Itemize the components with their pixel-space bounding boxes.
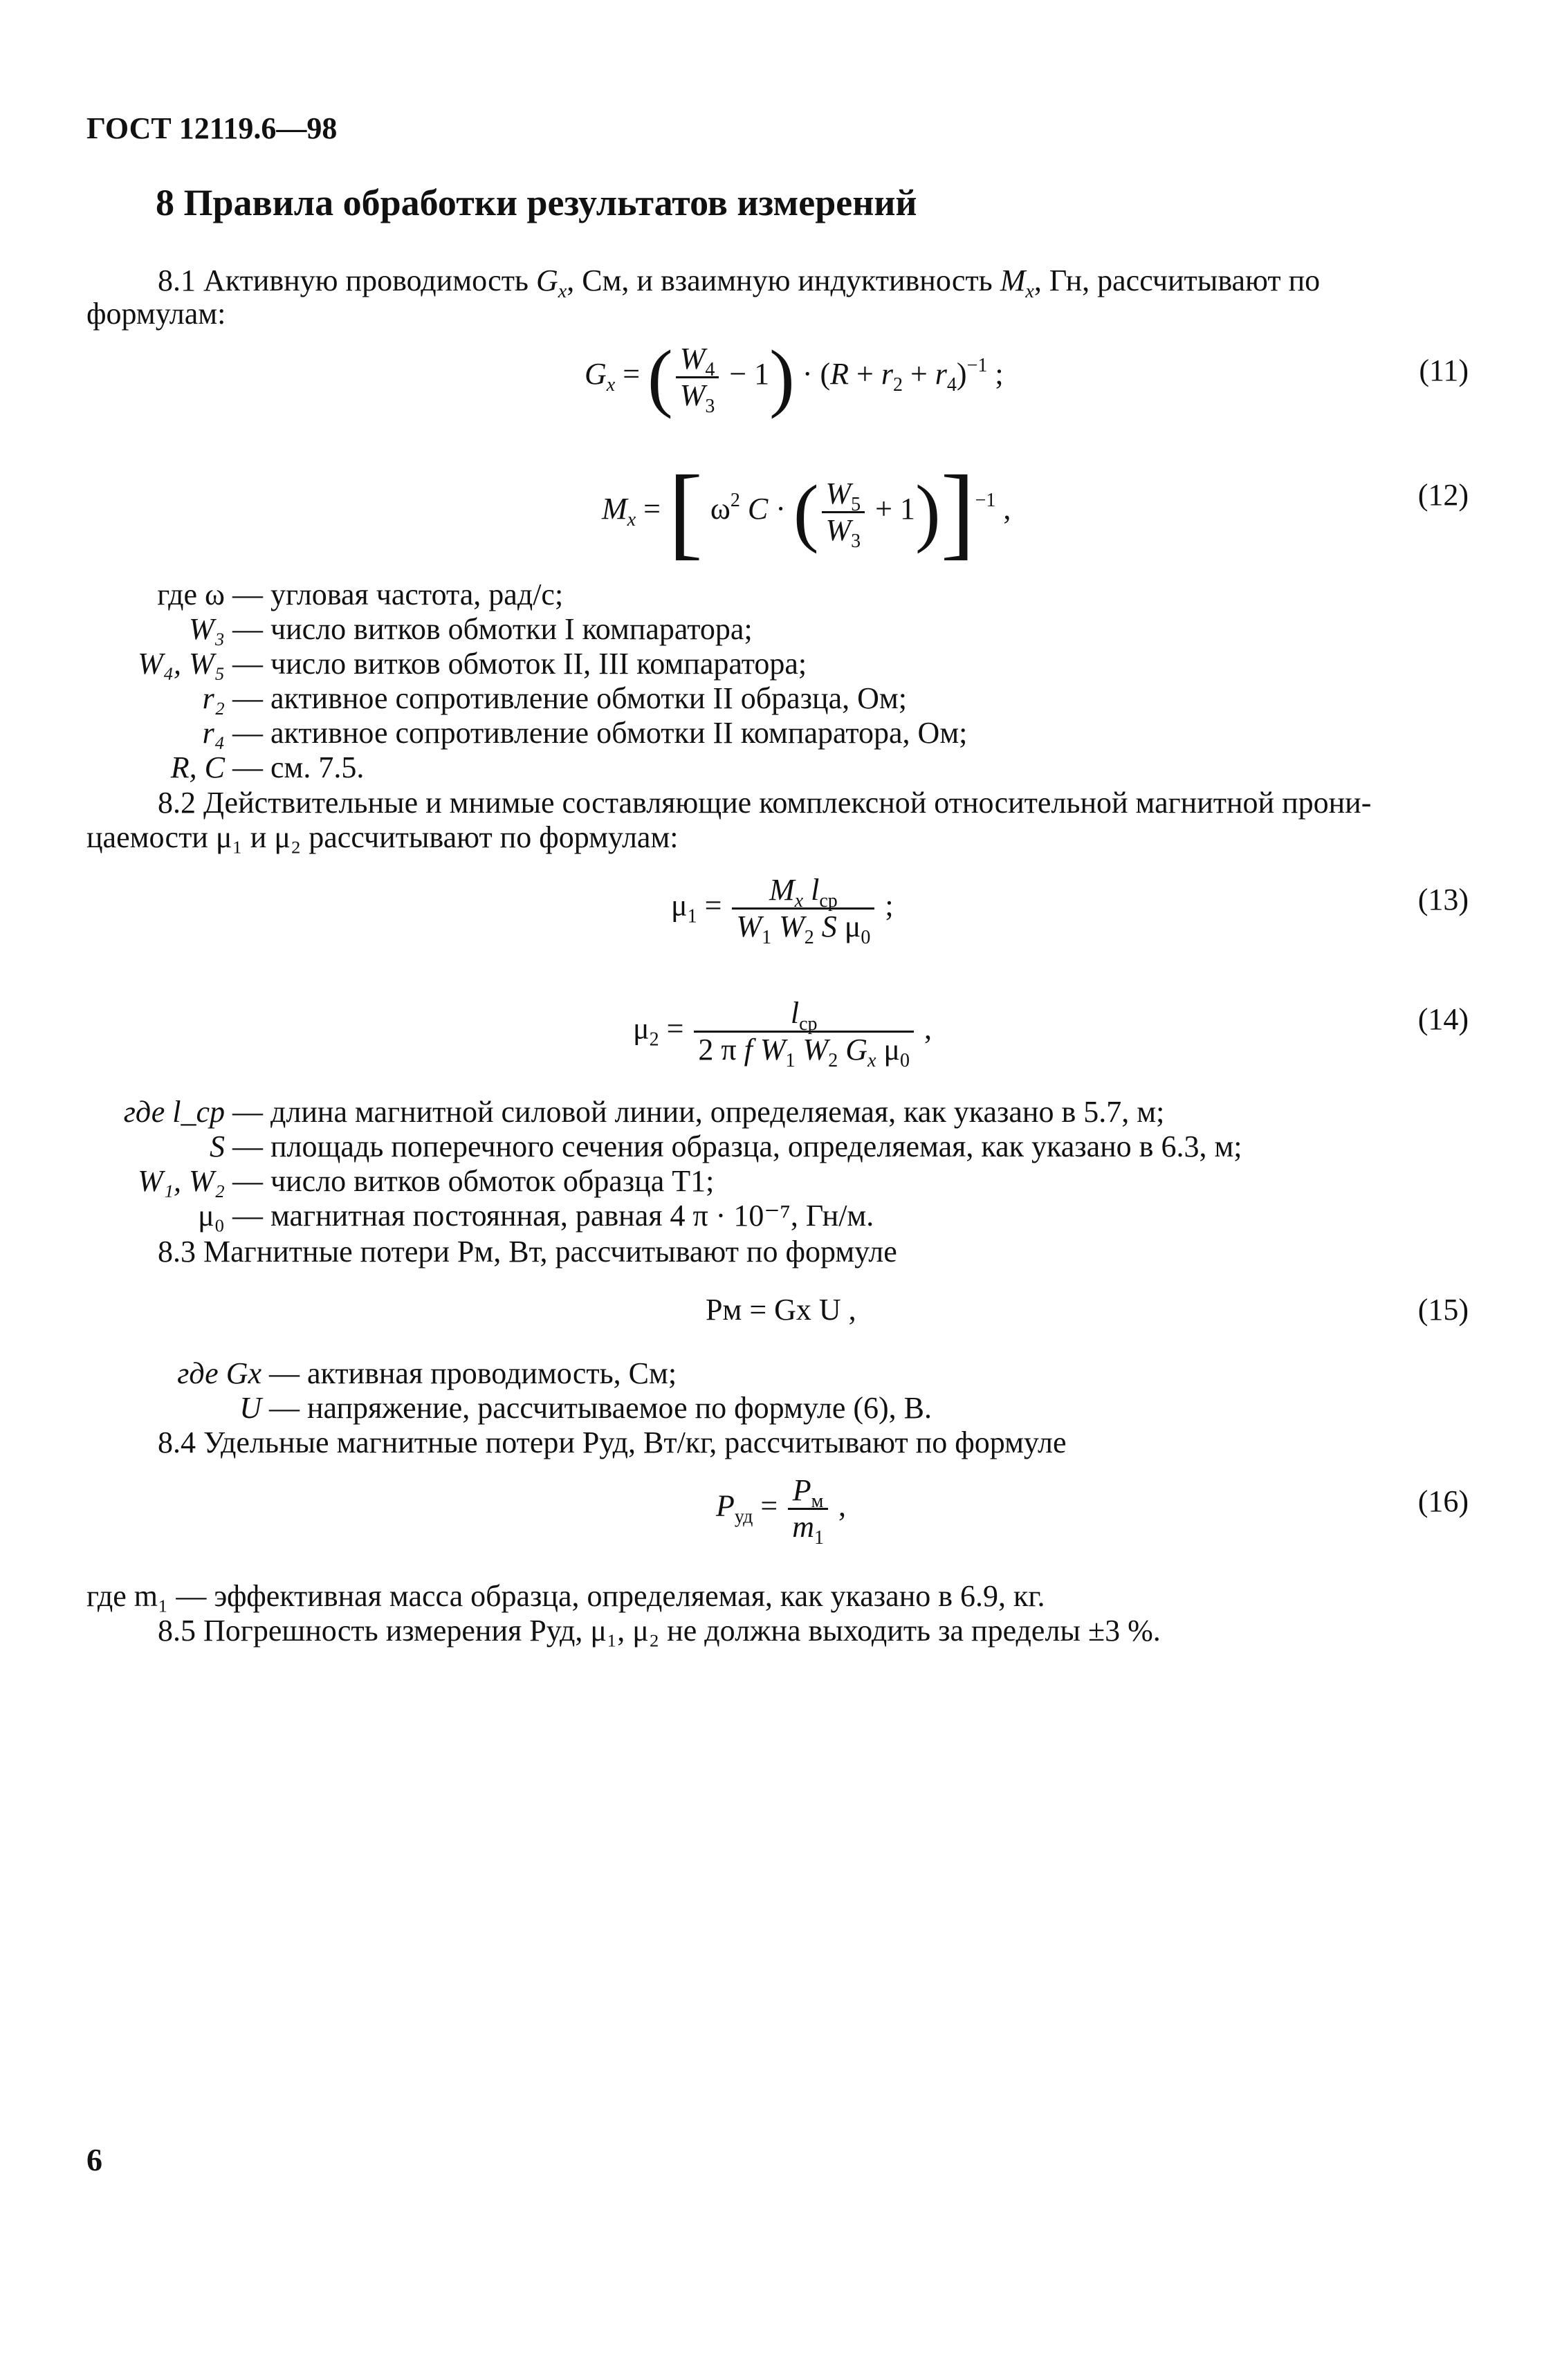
- formula-11: $G_x$ = ( $\frac{W_4}{W_3}$ − $1) \cdot (R + r_2 + r_4)^{-1}$ ;: [585, 335, 1004, 419]
- def-sym: r₂: [202, 681, 225, 715]
- def-m1: где m₁ — эффективная масса образца, определяемая, как указано в 6.9, кг.: [86, 1579, 1045, 1613]
- def-text: — магнитная постоянная, равная 4 π · 10⁻⁷, Гн/м.: [232, 1199, 874, 1233]
- def-sym: W₃: [189, 612, 225, 646]
- p85: 8.5 Погрешность измерения Pуд, μ₁, μ₂ не должна выходить за пределы ±3 %.: [158, 1614, 1161, 1648]
- def-text: — активное сопротивление обмотки II компаратора, Ом;: [232, 716, 968, 750]
- def-r4: [86, 714, 967, 753]
- def-sym: U: [239, 1391, 261, 1425]
- def-w1-w2: [86, 1162, 714, 1201]
- eq13-number: (13): [1417, 883, 1469, 916]
- standard-header: ГОСТ 12119.6—98: [86, 111, 338, 145]
- def-w4-w5: [86, 645, 807, 683]
- def-sym: μ₀: [198, 1199, 225, 1233]
- def-text: — угловая частота, рад/с;: [232, 578, 564, 611]
- def-sym: где ω: [157, 578, 225, 611]
- p83: 8.3 Магнитные потери Pм, Вт, рассчитывают по формуле: [158, 1235, 897, 1269]
- def-w3: [86, 610, 753, 649]
- def-text: — число витков обмотки I компаратора;: [232, 612, 753, 646]
- def-sym: W₄, W₅: [138, 647, 225, 681]
- formula-13: $\mu_1$ = $\frac{M_x l_{ср}}{W_1 W_2 S \mu_0}$ ;: [671, 873, 894, 948]
- def-r2: [86, 679, 907, 718]
- def-text: — число витков обмоток образца T1;: [232, 1164, 715, 1198]
- p82-line2: цаемости μ₁ и μ₂ рассчитывают по формулам:: [86, 820, 679, 854]
- def-sym: где l_ср: [123, 1095, 225, 1129]
- page-number: 6: [86, 2142, 102, 2177]
- def-sym: R, C: [170, 750, 225, 784]
- def-sym: r₄: [202, 716, 225, 750]
- eq14-number: (14): [1417, 1002, 1469, 1036]
- p82-line1: 8.2 Действительные и мнимые составляющие комплексной относительной магнитной прони-: [158, 786, 1372, 820]
- p84: 8.4 Удельные магнитные потери Pуд, Вт/кг, рассчитывают по формуле: [158, 1426, 1067, 1459]
- def-u: [158, 1389, 932, 1428]
- def-text: — число витков обмоток II, III компаратора;: [232, 647, 807, 681]
- def-text: — длина магнитной силовой линии, определяемая, как указано в 5.7, м;: [232, 1095, 1165, 1129]
- def-text: — активная проводимость, См;: [269, 1356, 677, 1390]
- p81-line2: формулам:: [86, 297, 226, 331]
- formula-15: Pм = Gx U ,: [706, 1293, 856, 1327]
- def-lsr: [86, 1093, 1164, 1132]
- def-text: — активное сопротивление обмотки II образца, Ом;: [232, 681, 907, 715]
- formula-16: $P_{уд}$ = $\frac{P_м}{m_1}$ ,: [716, 1473, 846, 1549]
- def-sym: где Gx: [177, 1356, 261, 1390]
- def-omega: [86, 575, 563, 614]
- def-text: — см. 7.5.: [232, 750, 365, 784]
- eq16-number: (16): [1417, 1484, 1469, 1518]
- eq12-number: (12): [1417, 478, 1469, 512]
- def-sym: S: [210, 1129, 225, 1163]
- def-text: — площадь поперечного сечения образца, определяемая, как указано в 6.3, м;: [232, 1129, 1242, 1163]
- formula-12: $M_x$ = [ $\omega^2$ C · ( $\frac{W_5}{W_3}$ + 1)]$^{-1}$ ,: [602, 454, 1011, 569]
- def-text: — напряжение, рассчитываемое по формуле (6), В.: [269, 1391, 932, 1425]
- section-title: 8 Правила обработки результатов измерений: [156, 182, 917, 223]
- eq15-number: (15): [1417, 1293, 1469, 1327]
- p81-line1: 8.1 Активную проводимость $G_x$, См, и взаимную индуктивность $M_x$, Гн, рассчитывают по: [158, 264, 1321, 302]
- def-gx: [158, 1354, 677, 1393]
- def-s: [86, 1127, 1242, 1166]
- def-sym: W₁, W₂: [138, 1164, 225, 1198]
- def-r-c: [86, 748, 364, 787]
- formula-14: $\mu_2$ = $\frac{l_{ср}}{2 \pi f W_1 W_2 G_x \mu_0}$ ,: [633, 996, 932, 1071]
- eq11-number: (11): [1419, 353, 1469, 387]
- def-mu0: [86, 1197, 874, 1235]
